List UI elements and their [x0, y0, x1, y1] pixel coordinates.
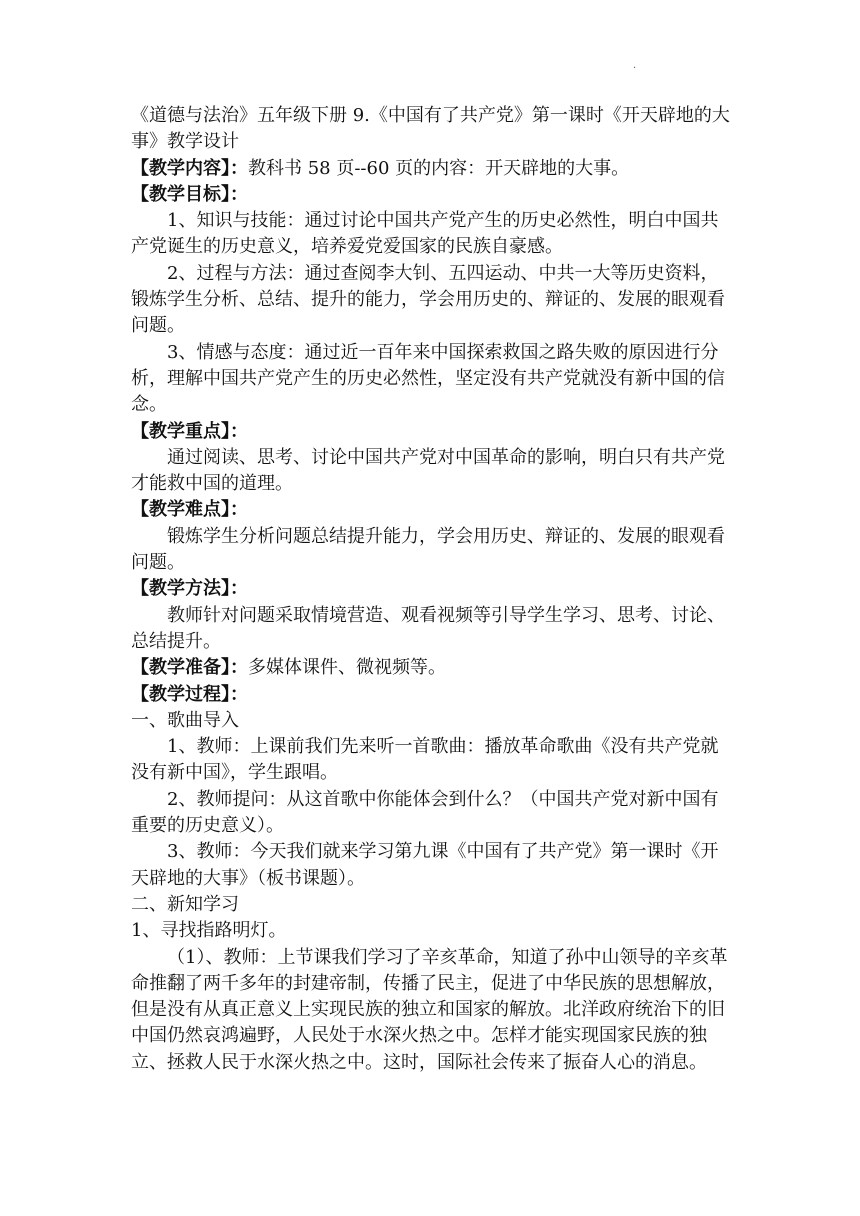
lesson-plan-body — [131, 103, 731, 1076]
teaching-content-heading: 【教学内容】： — [131, 157, 248, 179]
goal-item: 3、情感与态度：通过近一百年来中国探索救国之路失败的原因进行分析，理解中国共产党产生的历史必然性，坚定没有共产党就没有新中国的信念。 — [131, 341, 725, 416]
goals-heading: 【教学目标】： — [131, 183, 248, 205]
methods-text: 教师针对问题采取情境营造、观看视频等引导学生学习、思考、讨论、总结提升。 — [131, 604, 725, 652]
difficulties-text: 锻炼学生分析问题总结提升能力，学会用历史、辩证的、发展的眼观看问题。 — [131, 525, 725, 574]
goal-item: 1、知识与技能：通过讨论中国共产党产生的历史必然性，明白中国共产党诞生的历史意义，培养爱党爱国家的民族自豪感。 — [131, 210, 719, 258]
process-heading: 【教学过程】： — [131, 683, 248, 705]
process-paragraph: （1）、教师：上节课我们学习了辛亥革命，知道了孙中山领导的辛亥革命推翻了两千多年的封建帝制，传播了民主，促进了中华民族的思想解放，但是没有从真正意义上实现民族的独立和国家的解放。北洋政府统治下的旧中国仍然哀鸿遍野，人民处于水深火热之中。怎样才能实现国家民族的独立、拯救人民于水深火热之中。这时，国际社会传来了振奋人心的消息。 — [131, 946, 728, 1073]
page-mark: . — [633, 60, 637, 71]
process-item: 1、教师：上课前我们先来听一首歌曲：播放革命歌曲《没有共产党就没有新中国》，学生跟唱。 — [131, 736, 719, 784]
process-item: 3、教师：今天我们就来学习第九课《中国有了共产党》第一课时《开天辟地的大事》（板书课题）。 — [131, 841, 719, 889]
subsection-title: 1、寻找指路明灯。 — [131, 920, 287, 942]
preparation-heading: 【教学准备】： — [131, 657, 248, 679]
goal-item: 2、过程与方法：通过查阅李大钊、五四运动、中共一大等历史资料，锻炼学生分析、总结、提升的能力，学会用历史的、辩证的、发展的眼观看问题。 — [131, 262, 725, 337]
preparation-text: 多媒体课件、微视频等。 — [248, 657, 446, 679]
preparation — [131, 655, 731, 681]
key-points-text: 通过阅读、思考、讨论中国共产党对中国革命的影响，明白只有共产党才能救中国的道理。 — [131, 446, 725, 495]
teaching-content — [131, 156, 731, 182]
process-item: 2、教师提问：从这首歌中你能体会到什么？（中国共产党对新中国有重要的历史意义）。 — [131, 788, 719, 837]
section-title: 二、新知学习 — [131, 893, 239, 915]
methods-heading: 【教学方法】： — [131, 578, 248, 600]
difficulties-heading: 【教学难点】： — [131, 499, 248, 521]
section-title: 一、歌曲导入 — [131, 709, 239, 731]
key-points-heading: 【教学重点】： — [131, 420, 248, 442]
document-title: 《道德与法治》五年级下册 9.《中国有了共产党》第一课时《开天辟地的大事》教学设计 — [131, 105, 730, 153]
teaching-content-text: 教科书 58 页--60 页的内容：开天辟地的大事。 — [248, 157, 630, 179]
